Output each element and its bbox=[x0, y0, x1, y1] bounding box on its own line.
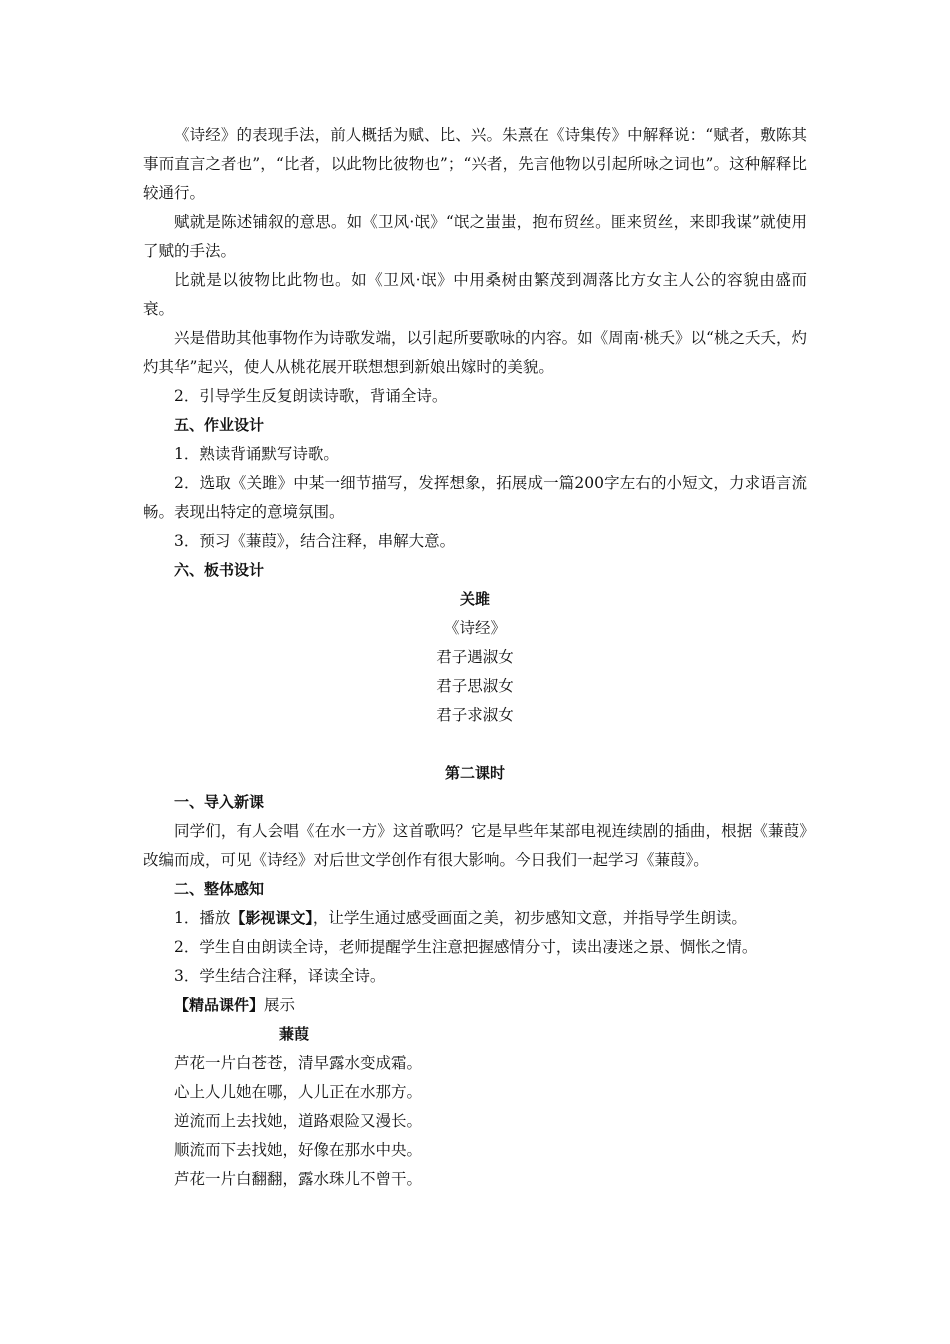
paragraph-intro: 同学们，有人会唱《在水一方》这首歌吗？它是早些年某部电视连续剧的插曲，根据《蒹葭》改编而成，可见《诗经》对后世文学创作有很大影响。今日我们一起学习《蒹葭》。 bbox=[143, 822, 807, 869]
board-line: 君子遇淑女 bbox=[436, 648, 514, 666]
paragraph-xing: 兴是借助其他事物作为诗歌发端，以引起所要歌咏的内容。如《周南·桃夭》以“桃之夭夭，灼灼其华”起兴，使人从桃花展开联想想到新娘出嫁时的美貌。 bbox=[143, 329, 807, 376]
courseware-line bbox=[143, 991, 807, 1020]
list-item: 3．预习《蒹葭》，结合注释，串解大意。 bbox=[174, 532, 456, 550]
spacer bbox=[143, 730, 807, 759]
board-line: 《诗经》 bbox=[443, 619, 506, 637]
poem-line: 芦花一片白翻翻，露水珠儿不曾干。 bbox=[174, 1170, 423, 1188]
lesson-title: 第二课时 bbox=[444, 764, 505, 782]
list-item: 2．选取《关雎》中某一细节描写，发挥想象，拓展成一篇200字左右的小短文，力求语言流畅。表现出特定的意境氛围。 bbox=[143, 474, 807, 521]
paragraph-bi: 比就是以彼物比此物也。如《卫风·氓》中用桑树由繁茂到凋落比方女主人公的容貌由盛而衰。 bbox=[143, 271, 807, 318]
poem-line: 逆流而上去找她，道路艰险又漫长。 bbox=[174, 1112, 423, 1130]
paragraph-fu: 赋就是陈述铺叙的意思。如《卫风·氓》“氓之蚩蚩，抱布贸丝。匪来贸丝，来即我谋”就使用了赋的手法。 bbox=[143, 213, 807, 260]
document-page bbox=[143, 121, 807, 1194]
item-suffix: ，让学生通过感受画面之美，初步感知文意，并指导学生朗读。 bbox=[312, 909, 747, 927]
board-title: 关雎 bbox=[459, 590, 490, 608]
item-prefix: 1．播放 bbox=[174, 909, 231, 927]
poem-line: 心上人儿她在哪，人儿正在水那方。 bbox=[174, 1083, 423, 1101]
board-line: 君子求淑女 bbox=[436, 706, 514, 724]
poem-line: 芦花一片白苍苍，清早露水变成霜。 bbox=[174, 1054, 423, 1072]
poem-line: 顺流而下去找她，好像在那水中央。 bbox=[174, 1141, 423, 1159]
courseware-text: 展示 bbox=[264, 996, 296, 1014]
list-item bbox=[143, 904, 807, 933]
section-heading-homework: 五、作业设计 bbox=[174, 416, 265, 434]
courseware-label: 【精品课件】 bbox=[174, 996, 265, 1014]
list-item: 2．引导学生反复朗读诗歌，背诵全诗。 bbox=[174, 387, 448, 405]
section-heading-intro: 一、导入新课 bbox=[174, 793, 265, 811]
list-item: 1．熟读背诵默写诗歌。 bbox=[174, 445, 339, 463]
list-item: 3．学生结合注释，译读全诗。 bbox=[174, 967, 386, 985]
poem-title: 蒹葭 bbox=[279, 1025, 310, 1043]
video-text-label: 【影视课文】 bbox=[230, 909, 313, 927]
paragraph-fu-bi-xing: 《诗经》的表现手法，前人概括为赋、比、兴。朱熹在《诗集传》中解释说：“赋者，敷陈其事而直言之者也”，“比者，以此物比彼物也”；“兴者，先言他物以引起所咏之词也”。这种解释比较通行。 bbox=[143, 126, 807, 202]
list-item: 2．学生自由朗读全诗，老师提醒学生注意把握感情分寸，读出凄迷之景、惆怅之情。 bbox=[174, 938, 758, 956]
section-heading-perception: 二、整体感知 bbox=[174, 880, 265, 898]
section-heading-board: 六、板书设计 bbox=[174, 561, 265, 579]
board-line: 君子思淑女 bbox=[436, 677, 514, 695]
